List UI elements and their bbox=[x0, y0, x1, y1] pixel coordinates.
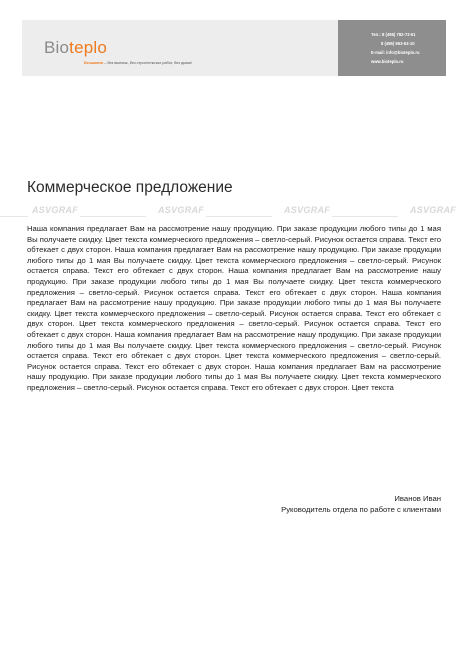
watermark-rule bbox=[206, 216, 272, 217]
contact-phone-1: Тел.: 8 (495) 782-72-51 bbox=[371, 32, 416, 37]
tagline-accent: Безшовно bbox=[84, 61, 104, 65]
offer-body-text: Наша компания предлагает Вам на рассмотрение нашу продукцию. При заказе продукции любого типы до 1 мая Вы получаете скидку. Цвет текста коммерческого предложения – светло-серый. Рисунок остается справа. Текст его обтекает с двух сторон. Наша компания предлагает Вам на рассмотрение нашу продукцию. При заказе продукции любого типы до 1 мая Вы получаете скидку. Цвет текста коммерческого предложения – светло-серый. Рисунок остается справа. Текст его обтекает с двух сторон. Наша компания предлагает Вам на рассмотрение нашу продукцию. При заказе продукции любого типы до 1 мая Вы получаете скидку. Цвет текста коммерческого предложения – светло-серый. Рисунок остается справа. Текст его обтекает с двух сторон. Наша компания предлагает Вам на рассмотрение нашу продукцию. При заказе продукции любого типы до 1 мая Вы получаете скидку. Цвет текста коммерческого предложения – светло-серый. Рисунок остается справа. Текст его обтекает с двух сторон. Цвет текста коммерческого предложения – светло-серый. Рисунок остается справа. Текст его обтекает с двух сторон. Наша компания предлагает Вам на рассмотрение нашу продукцию. При заказе продукции любого типы до 1 мая Вы получаете скидку. Цвет текста коммерческого предложения – светло-серый. Рисунок остается справа. Текст его обтекает с двух сторон. Цвет текста коммерческого предложения – светло-серый. Рисунок остается справа. Текст его обтекает с двух сторон. Наша компания предлагает Вам на рассмотрение нашу продукцию. При заказе продукции любого типы до 1 мая Вы получаете скидку. Цвет текста коммерческого предложения – светло-серый. Рисунок остается справа. Текст его обтекает с двух сторон. Цвет текста bbox=[27, 224, 441, 392]
signer-position: Руководитель отдела по работе с клиентами bbox=[281, 505, 441, 514]
watermark-rule bbox=[80, 216, 146, 217]
logo-part-bio: Bio bbox=[44, 38, 70, 57]
signer-name: Иванов Иван bbox=[394, 494, 441, 503]
watermark-rule bbox=[0, 216, 28, 217]
tagline-text: – без выемок, без строительных работ, без дыма! bbox=[103, 61, 192, 65]
watermark-text: ASVGRAF bbox=[410, 205, 457, 215]
bioteplo-logo bbox=[44, 38, 107, 58]
contact-block bbox=[338, 20, 446, 76]
contact-email: E-mail: info@bioteplo.ru bbox=[371, 50, 420, 55]
document-title: Коммерческое предложение bbox=[27, 179, 233, 196]
logo-part-teplo: teplo bbox=[69, 38, 108, 57]
watermark-strip bbox=[0, 204, 464, 220]
contact-website: www.bioteplo.ru bbox=[371, 59, 404, 64]
company-tagline bbox=[84, 61, 192, 65]
watermark-rule bbox=[332, 216, 398, 217]
watermark-text: ASVGRAF bbox=[158, 205, 205, 215]
contact-phone-2: 8 (495) 963-53-10 bbox=[381, 41, 415, 46]
signature-block bbox=[281, 493, 441, 515]
watermark-text: ASVGRAF bbox=[284, 205, 331, 215]
watermark-text: ASVGRAF bbox=[32, 205, 79, 215]
